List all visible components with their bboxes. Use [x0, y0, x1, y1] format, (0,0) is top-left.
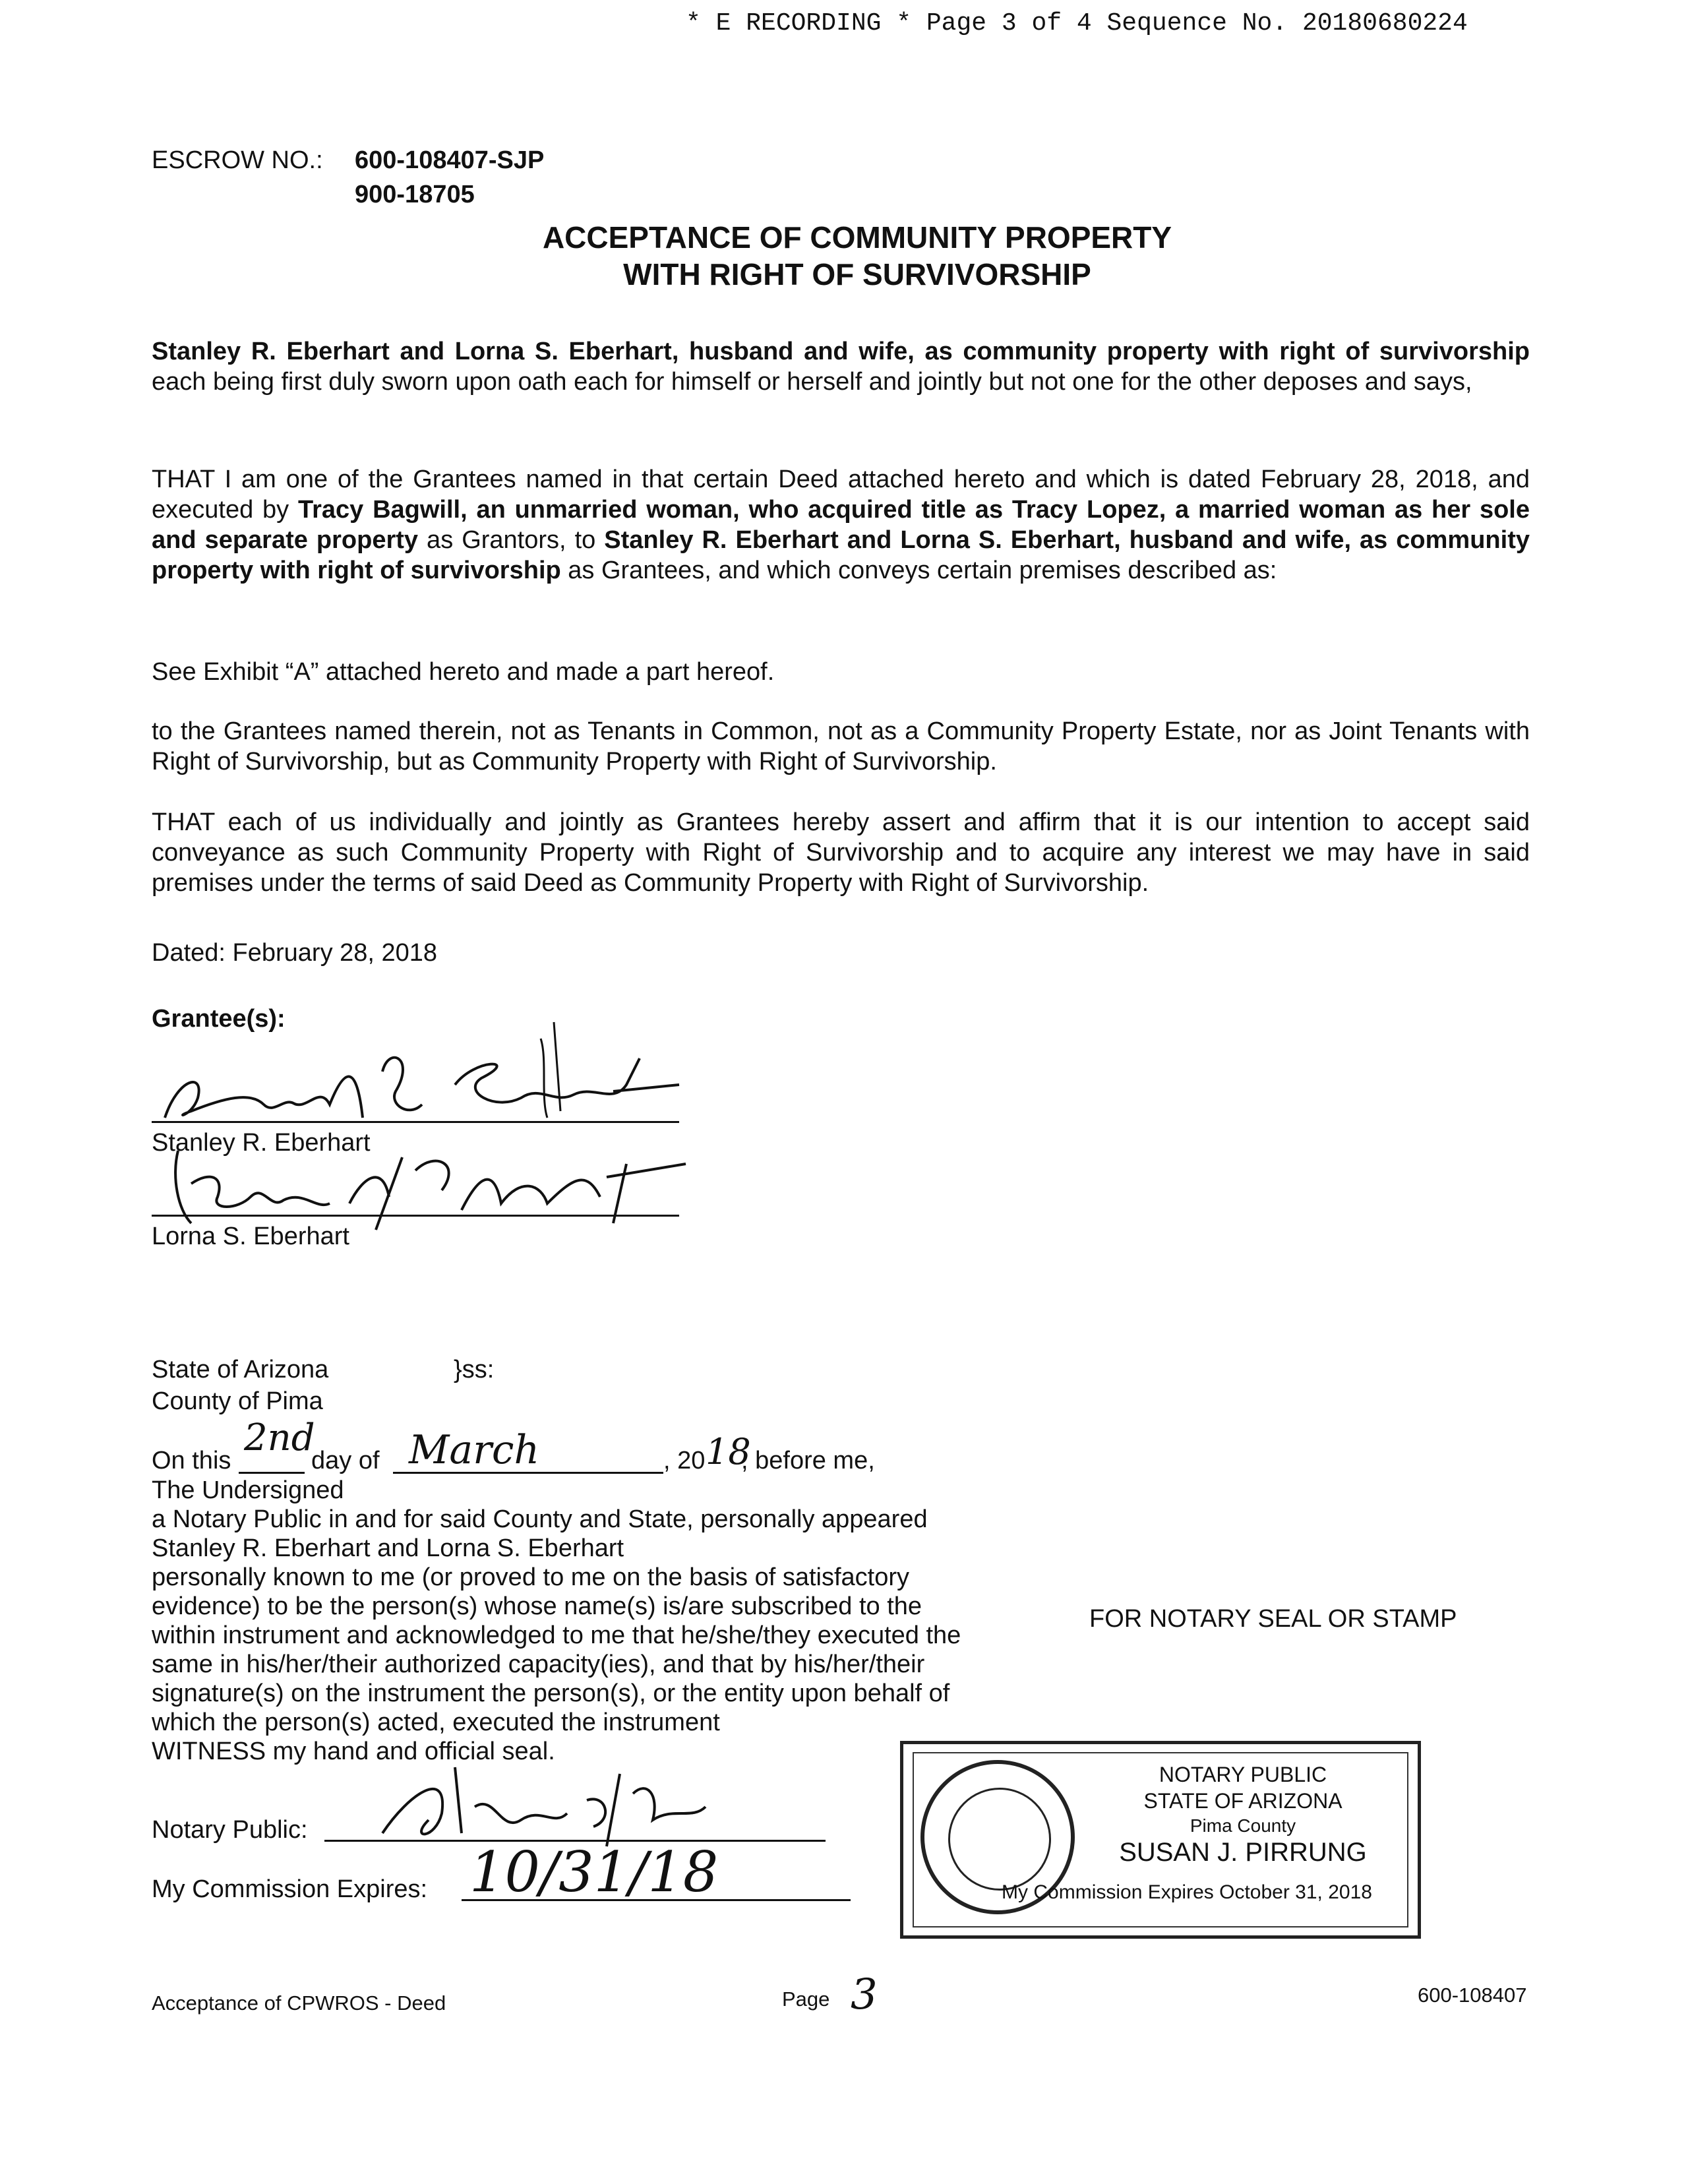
- document-title: [462, 219, 1253, 293]
- paragraph-deed: [152, 464, 1530, 586]
- grantors-bold: Tracy Bagwill, an unmarried woman, who acquired title as Tracy Lopez, a married woman as her sole and separate property: [152, 496, 1530, 554]
- escrow-number-2: 900-18705: [355, 181, 475, 208]
- footer-page-number: 3: [851, 1970, 878, 2019]
- notary-county: County of Pima: [152, 1387, 323, 1415]
- notary-state: State of Arizona: [152, 1356, 329, 1383]
- grantees-names-bold: Stanley R. Eberhart and Lorna S. Eberhart, husband and wife, as community property with right of survivorship: [152, 338, 1530, 365]
- footer-right: 600-108407: [1418, 1984, 1527, 2007]
- grantees-bold: Stanley R. Eberhart and Lorna S. Eberhart, husband and wife, as community property with right of survivorship: [152, 526, 1530, 584]
- ack-line-h: which the person(s) acted, executed the instrument: [152, 1709, 720, 1736]
- before-me: , before me,: [741, 1447, 875, 1474]
- notary-acknowledgment: [152, 1476, 1048, 1766]
- ack-line-f: same in his/her/their authorized capacity(ies), and that by his/her/their: [152, 1651, 925, 1678]
- on-this-label: On this: [152, 1447, 231, 1474]
- deed-text-2: as Grantors, to: [418, 526, 605, 554]
- day-line: [239, 1472, 305, 1474]
- year-prefix: , 20: [663, 1447, 706, 1474]
- stamp-line-3: Pima County: [1190, 1815, 1296, 1836]
- undersigned: The Undersigned: [152, 1476, 344, 1504]
- day-of-label: day of: [311, 1447, 380, 1474]
- title-line-1: ACCEPTANCE OF COMMUNITY PROPERTY: [542, 220, 1172, 255]
- year-handwritten: 18: [706, 1431, 751, 1472]
- escrow-label: ESCROW NO.:: [152, 146, 323, 174]
- commission-label: My Commission Expires:: [152, 1875, 428, 1903]
- deposes-text: each being first duly sworn upon oath each for himself or herself and jointly but not one for the other deposes and says,: [152, 368, 1472, 396]
- witness-line: WITNESS my hand and official seal.: [152, 1738, 555, 1765]
- deed-text-1: THAT I am one of the Grantees named in that certain Deed attached hereto and which is dated February 28, 2018, and executed by: [152, 466, 1530, 524]
- paragraph-affirm: THAT each of us individually and jointly as Grantees hereby assert and affirm that it is our intention to accept said conveyance as such Community Property with Right of Survivorship and to acquire any interest we may have in said premises under the terms of said Deed as Community Property with Right of Survivorship.: [152, 808, 1530, 897]
- signer-1-name: Stanley R. Eberhart: [152, 1129, 371, 1157]
- grantees-label: Grantee(s):: [152, 1005, 286, 1033]
- recording-header: * E RECORDING * Page 3 of 4 Sequence No. 20180680224: [686, 9, 1468, 38]
- deed-text-3: as Grantees, and which conveys certain premises described as:: [560, 557, 1277, 584]
- notary-public-label: Notary Public:: [152, 1816, 308, 1844]
- commission-handwritten: 10/31/18: [469, 1840, 719, 1904]
- paragraph-tenancy: to the Grantees named therein, not as Tenants in Common, not as a Community Property Estate, nor as Joint Tenants with Right of Survivorship, but as Community Property with Right of Survivorship.: [152, 717, 1530, 775]
- stamp-line-4: SUSAN J. PIRRUNG: [1119, 1838, 1367, 1867]
- signature-stanley: [152, 1019, 692, 1131]
- signature-line-1: [152, 1121, 679, 1123]
- footer-left: Acceptance of CPWROS - Deed: [152, 1991, 446, 2015]
- title-line-2: WITH RIGHT OF SURVIVORSHIP: [623, 257, 1091, 291]
- seal-placeholder-label: FOR NOTARY SEAL OR STAMP: [1089, 1605, 1457, 1633]
- stamp-line-1: NOTARY PUBLIC: [1159, 1763, 1327, 1786]
- notary-signature: [369, 1754, 738, 1853]
- signer-2-name: Lorna S. Eberhart: [152, 1223, 349, 1250]
- stamp-line-5: My Commission Expires October 31, 2018: [1002, 1881, 1372, 1903]
- seal-inner-ring: [948, 1788, 1051, 1891]
- escrow-number-1: 600-108407-SJP: [355, 146, 545, 174]
- day-handwritten: 2nd: [244, 1416, 315, 1459]
- ack-line-a: a Notary Public in and for said County and State, personally appeared: [152, 1505, 928, 1533]
- paragraph-deposes: [152, 336, 1530, 397]
- ack-line-g: signature(s) on the instrument the person(s), or the entity upon behalf of: [152, 1680, 950, 1707]
- dated-line: Dated: February 28, 2018: [152, 939, 438, 967]
- footer-page-label: Page: [782, 1987, 830, 2011]
- ack-line-e: within instrument and acknowledged to me that he/she/they executed the: [152, 1622, 961, 1649]
- notary-stamp: [900, 1741, 1421, 1939]
- stamp-line-2: STATE OF ARIZONA: [1143, 1789, 1342, 1813]
- signature-line-2: [152, 1215, 679, 1217]
- ack-line-d: evidence) to be the person(s) whose name(s) is/are subscribed to the: [152, 1592, 922, 1620]
- notary-ss: }ss:: [454, 1356, 495, 1383]
- ack-line-c: personally known to me (or proved to me on the basis of satisfactory: [152, 1563, 909, 1591]
- ack-line-b: Stanley R. Eberhart and Lorna S. Eberhart: [152, 1534, 624, 1562]
- month-handwritten: March: [409, 1427, 540, 1473]
- paragraph-exhibit: See Exhibit “A” attached hereto and made a part hereof.: [152, 658, 775, 686]
